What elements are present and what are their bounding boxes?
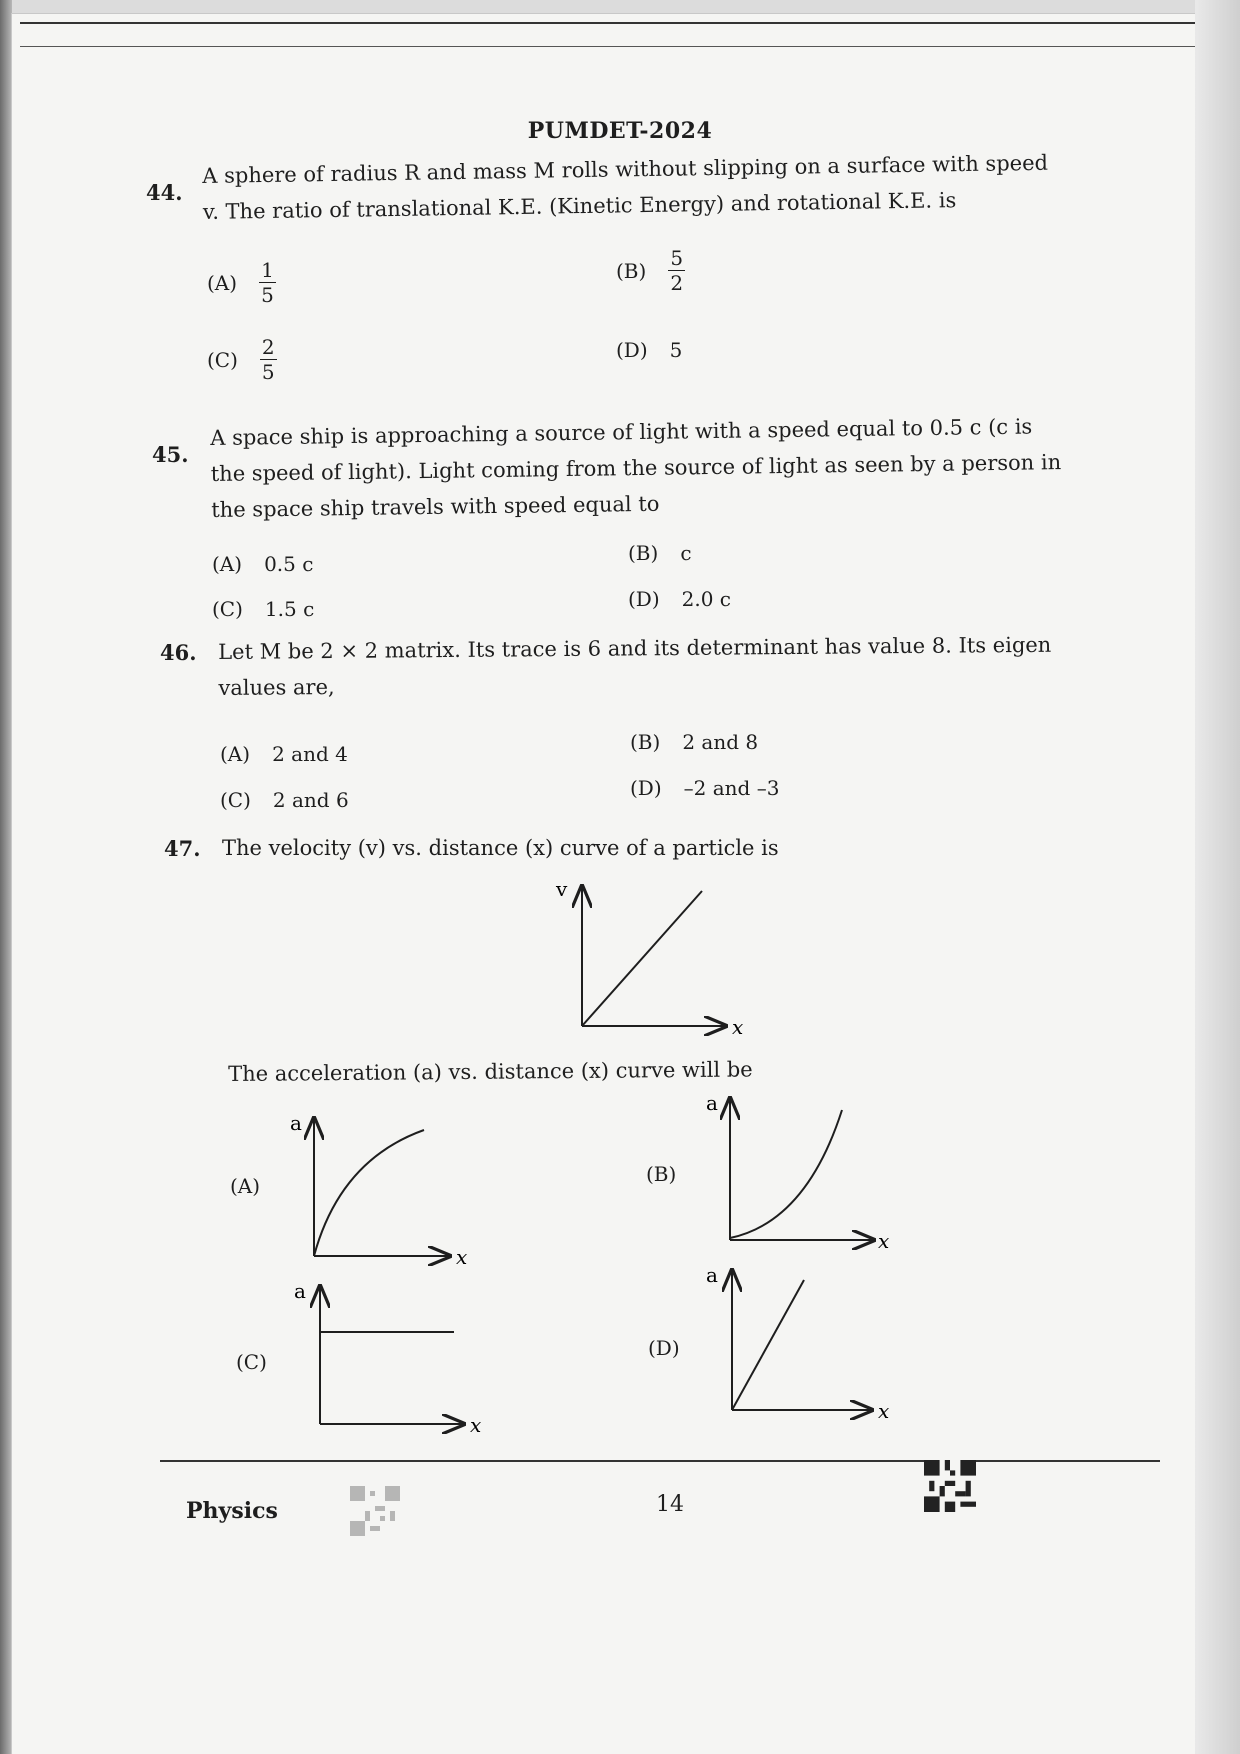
option-label: (A) — [207, 270, 238, 295]
option-label: (A) — [212, 552, 243, 576]
option-label: (D) — [628, 587, 660, 611]
option-label: (C) — [236, 1350, 267, 1374]
question-number: 44. — [146, 180, 183, 205]
option-d[interactable] — [648, 1336, 702, 1360]
qr-code — [924, 1460, 976, 1512]
option-value: 2.0 c — [681, 587, 732, 611]
option-a[interactable] — [207, 258, 276, 307]
option-label: (B) — [646, 1162, 677, 1186]
denominator: 5 — [261, 283, 274, 307]
x-axis-label: x — [878, 1229, 890, 1252]
option-value: 2 and 8 — [682, 730, 759, 754]
top-rule-2 — [20, 46, 1195, 47]
footer-subject: Physics — [186, 1498, 278, 1524]
scanner-edge — [0, 0, 12, 1754]
question-text — [222, 830, 779, 866]
v-x-line — [582, 891, 702, 1026]
question-number: 46. — [160, 640, 197, 665]
x-axis-label: x — [470, 1413, 482, 1436]
velocity-distance-graph — [552, 876, 752, 1036]
option-label: (A) — [230, 1174, 261, 1198]
option-c-graph — [286, 1276, 496, 1436]
question-number: 45. — [152, 442, 189, 467]
fraction — [259, 258, 276, 307]
option-label: (C) — [207, 347, 238, 372]
option-label: (B) — [628, 541, 659, 565]
question-text-line: Let M be 2 × 2 matrix. Its trace is 6 and its determinant has value 8. Its eigen — [218, 632, 1052, 664]
option-d[interactable] — [628, 587, 731, 611]
option-b-graph — [696, 1092, 906, 1252]
x-axis-label: x — [878, 1399, 890, 1422]
qr-code-faded — [350, 1486, 400, 1536]
exam-title: PUMDET-2024 — [527, 118, 713, 144]
option-value: 2 and 6 — [272, 788, 349, 812]
y-axis-label: a — [706, 1092, 718, 1115]
option-a-graph — [280, 1108, 490, 1268]
option-value: 1.5 c — [264, 597, 315, 621]
option-value: 2 and 4 — [272, 742, 348, 766]
question-text-line: v. The ratio of translational K.E. (Kinetic Energy) and rotational K.E. is — [202, 188, 957, 224]
option-label: (D) — [630, 776, 662, 800]
option-value: c — [680, 541, 692, 565]
fraction — [260, 335, 277, 384]
option-value: 5 — [669, 338, 683, 362]
y-axis-label: v — [556, 877, 568, 901]
option-label: (D) — [648, 1336, 680, 1360]
option-c[interactable] — [212, 597, 314, 621]
y-axis-label: a — [706, 1263, 718, 1287]
option-value: 0.5 c — [264, 552, 314, 576]
option-b[interactable] — [630, 730, 758, 754]
denominator: 2 — [670, 271, 684, 295]
question-text-line: A space ship is approaching a source of light with a speed equal to 0.5 c (c is — [210, 414, 1033, 450]
question-text — [210, 408, 1062, 528]
option-label: (B) — [616, 258, 647, 283]
question-text — [202, 145, 1049, 230]
question-text-line: A sphere of radius R and mass M rolls without slipping on a surface with speed — [202, 150, 1049, 188]
footer-rule — [160, 1460, 1160, 1462]
option-c[interactable] — [207, 335, 277, 384]
question-text-line: The velocity (v) vs. distance (x) curve of a particle is — [222, 836, 779, 860]
numerator: 1 — [261, 258, 274, 282]
top-rule — [20, 22, 1195, 24]
option-b[interactable] — [646, 1162, 698, 1186]
option-b[interactable] — [628, 541, 692, 565]
concave-up-curve — [730, 1110, 842, 1238]
option-d[interactable] — [616, 338, 682, 362]
option-label: (D) — [616, 338, 648, 362]
y-axis-label: a — [294, 1279, 306, 1303]
option-a[interactable] — [212, 552, 313, 576]
question-text-line: the space ship travels with speed equal to — [211, 491, 660, 522]
option-label: (C) — [220, 788, 251, 812]
sub-question-text: The acceleration (a) vs. distance (x) curve will be — [228, 1057, 753, 1086]
question-text-line: the speed of light). Light coming from the source of light as seen by a person in — [210, 450, 1062, 486]
fraction — [668, 246, 685, 295]
option-a[interactable] — [230, 1174, 282, 1198]
x-axis-label: x — [732, 1015, 744, 1036]
concave-down-curve — [314, 1130, 424, 1256]
paper-edge — [1195, 0, 1240, 1754]
question-text — [218, 627, 1052, 706]
option-d[interactable] — [630, 776, 779, 800]
linear-line — [732, 1280, 804, 1410]
option-b[interactable] — [616, 246, 685, 295]
denominator: 5 — [261, 360, 275, 384]
numerator: 5 — [670, 246, 684, 270]
option-label: (A) — [220, 742, 251, 766]
option-value: –2 and –3 — [683, 776, 780, 800]
option-label: (C) — [212, 597, 243, 621]
option-a[interactable] — [220, 742, 348, 766]
page-number: 14 — [656, 1492, 684, 1517]
option-c[interactable] — [220, 788, 349, 812]
question-text-line: values are, — [218, 674, 335, 700]
y-axis-label: a — [290, 1111, 302, 1135]
numerator: 2 — [261, 335, 275, 359]
option-c[interactable] — [236, 1350, 289, 1374]
option-label: (B) — [630, 730, 661, 754]
x-axis-label: x — [456, 1245, 468, 1268]
question-number: 47. — [164, 836, 201, 861]
option-d-graph — [698, 1262, 908, 1422]
